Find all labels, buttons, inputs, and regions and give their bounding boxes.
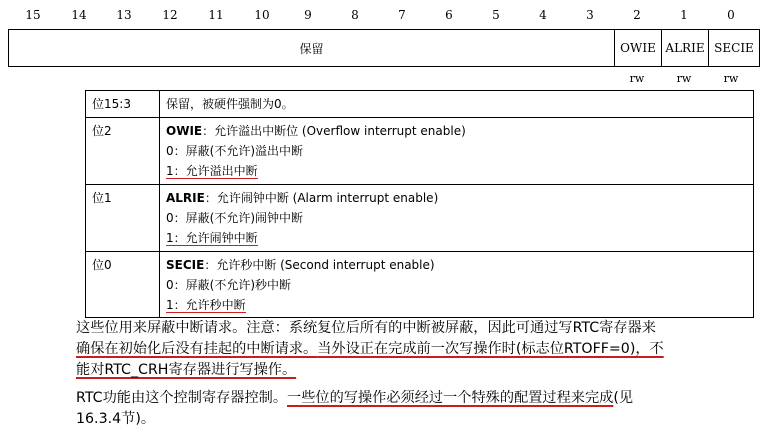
description-cell xyxy=(160,252,754,318)
bit-number-1: 1 xyxy=(680,8,688,22)
paragraph-text: (见 xyxy=(613,390,634,406)
table-row xyxy=(86,91,754,118)
bit-number-14: 14 xyxy=(71,8,87,22)
paragraph-line xyxy=(76,388,766,409)
bit-number-9: 9 xyxy=(304,8,312,22)
bit-name: OWIE xyxy=(166,124,203,138)
description-cell xyxy=(160,118,754,185)
register-diagram xyxy=(8,29,760,67)
underlined-text: 能对RTC_CRH寄存器进行写操作。 xyxy=(76,362,297,378)
paragraph-interrupt-mask xyxy=(76,318,766,381)
underlined-text: 当外设正在完成前一次写操作时(标志位RTOFF=0)，不 xyxy=(317,341,664,357)
bit-name: ALRIE xyxy=(166,191,205,205)
table-row xyxy=(86,252,754,318)
description-cell xyxy=(160,185,754,252)
bit-number-12: 12 xyxy=(162,8,178,22)
access-alrie: rw xyxy=(676,72,692,85)
bit-number-6: 6 xyxy=(445,8,453,22)
bit-number-0: 0 xyxy=(727,8,735,22)
bit-number-2: 2 xyxy=(633,8,641,22)
description-line: 保留，被硬件强制为0。 xyxy=(166,97,294,111)
paragraph-line xyxy=(76,339,766,360)
paragraph-line: 16.3.4节)。 xyxy=(76,411,156,427)
description-cell xyxy=(160,91,754,118)
highlighted-line: 1：允许闹钟中断 xyxy=(166,231,258,245)
paragraph-text: RTC功能由这个控制寄存器控制。 xyxy=(76,390,288,406)
bit-title: ：允许溢出中断位 (Overflow interrupt enable) xyxy=(202,124,466,138)
underlined-text: 确保在初始化后没有挂起的中断请求。 xyxy=(76,341,318,357)
bit-number-10: 10 xyxy=(254,8,270,22)
underlined-text: 一些位的写操作必须经过一个特殊的配置过程来完成 xyxy=(287,390,614,406)
bit-cell: 位2 xyxy=(86,118,160,185)
description-line: 0：屏蔽(不允许)闹钟中断 xyxy=(166,211,303,225)
bit-cell: 位15:3 xyxy=(86,91,160,118)
access-owie: rw xyxy=(629,72,645,85)
bit-number-5: 5 xyxy=(492,8,500,22)
bit-number-13: 13 xyxy=(116,8,132,22)
bit-number-4: 4 xyxy=(539,8,547,22)
bit-number-3: 3 xyxy=(586,8,594,22)
field-reserved: 保留 xyxy=(299,41,324,56)
bit-title: ：允许闹钟中断 (Alarm interrupt enable) xyxy=(204,191,439,205)
bit-cell: 位1 xyxy=(86,185,160,252)
paragraph-rtc-control xyxy=(76,388,766,430)
paragraph-line xyxy=(76,360,766,381)
bit-number-8: 8 xyxy=(351,8,359,22)
highlighted-line: 1：允许溢出中断 xyxy=(166,164,258,178)
field-secie: SECIE xyxy=(708,30,759,66)
bit-number-15: 15 xyxy=(25,8,41,22)
highlighted-line: 1：允许秒中断 xyxy=(166,298,246,312)
access-secie: rw xyxy=(723,72,739,85)
bit-title: ：允许秒中断 (Second interrupt enable) xyxy=(204,258,435,272)
bit-cell: 位0 xyxy=(86,252,160,318)
bit-name: SECIE xyxy=(166,258,205,272)
paragraph-line: 这些位用来屏蔽中断请求。注意：系统复位后所有的中断被屏蔽，因此可通过写RTC寄存器来 xyxy=(76,320,656,336)
field-alrie: ALRIE xyxy=(661,30,708,66)
bit-number-11: 11 xyxy=(208,8,224,22)
description-line: 0：屏蔽(不允许)溢出中断 xyxy=(166,144,303,158)
bit-number-7: 7 xyxy=(398,8,406,22)
description-line: 0：屏蔽(不允许)秒中断 xyxy=(166,278,291,292)
field-owie: OWIE xyxy=(614,30,661,66)
table-row xyxy=(86,185,754,252)
table-row xyxy=(86,118,754,185)
bit-description-table xyxy=(85,90,754,318)
